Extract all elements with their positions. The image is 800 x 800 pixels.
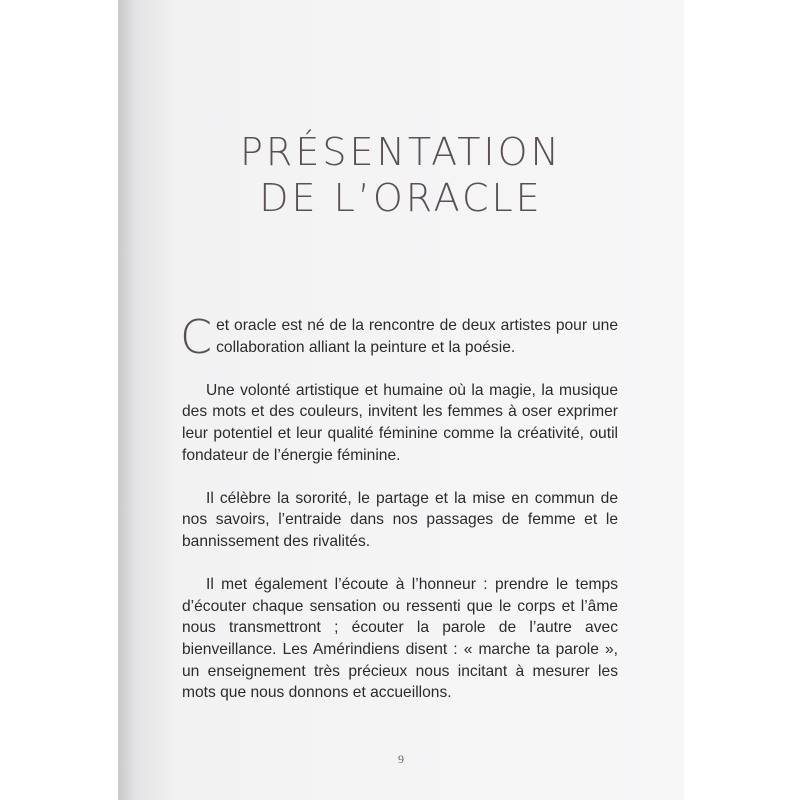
paragraph-2: Une volonté artistique et humaine où la magie, la musique des mots et des couleurs, invitent les femmes à oser exprimer leur potentiel et leur qualité féminine comme la créativité, outil fondateur de l’énergie féminine. (182, 381, 618, 464)
paragraph-3: Il célèbre la sororité, le partage et la mise en commun de nos savoirs, l’entraide dans nos passages de femme et le bannissement des rivalités. (182, 489, 618, 550)
paragraph-1-text: et oracle est né de la rencontre de deux artistes pour une collaboration alliant la peinture et la poésie. (216, 317, 618, 356)
title-line-2: DE L’ORACLE (259, 176, 543, 221)
title-line-1: PRÉSENTATION (240, 130, 562, 175)
page-number: 9 (398, 752, 404, 766)
book-page (118, 0, 684, 800)
paragraph-4: Il met également l’écoute à l’honneur : prendre le temps d’écouter chaque sensation ou ressenti que le corps et l’âme nous transmettront ; écouter la parole de l’autre avec bienveillance. Les Amérindiens disent : « marche ta parole », un enseignement très précieux nous incitant à mesurer les mots que nous donnons et accueillons. (182, 576, 618, 702)
paragraph-1 (180, 310, 618, 364)
body-text (180, 310, 618, 725)
page-title (118, 129, 684, 221)
drop-cap: C (180, 310, 213, 364)
